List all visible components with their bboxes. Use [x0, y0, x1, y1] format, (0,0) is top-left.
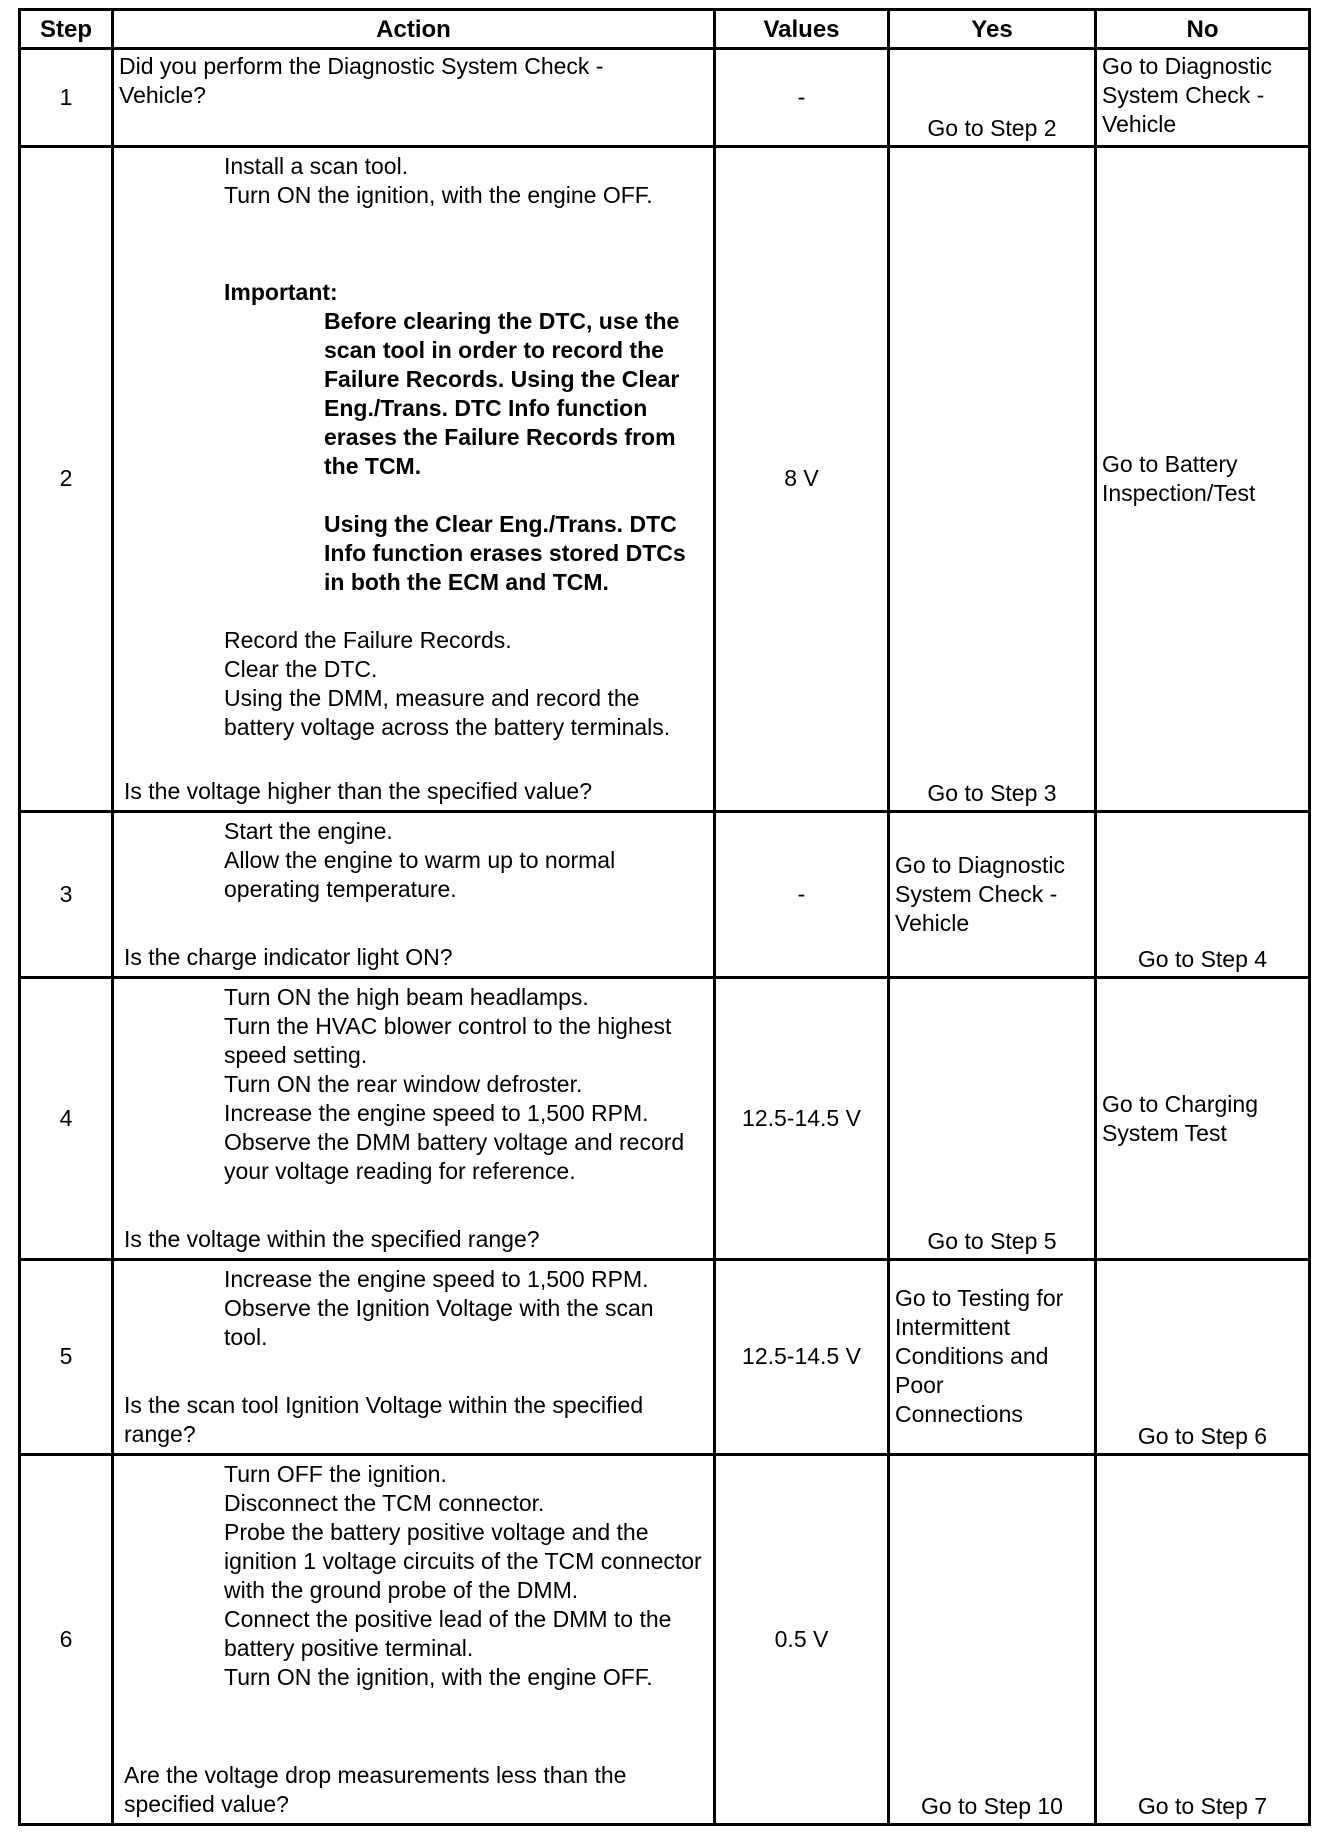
action-text: Increase the engine speed to 1,500 RPM.	[224, 1100, 649, 1127]
action-text: Turn ON the high beam headlamps.	[224, 984, 589, 1011]
no-text: System Check -	[1102, 82, 1265, 108]
action-text: Turn ON the ignition, with the engine OFF.	[224, 182, 653, 209]
step-number: 6	[20, 1454, 113, 1824]
step-number: 4	[20, 978, 113, 1260]
no-text: Vehicle	[1102, 111, 1177, 137]
action-text: Disconnect the TCM connector.	[224, 1489, 545, 1516]
no-cell	[1096, 978, 1310, 1260]
step-number: 3	[20, 811, 113, 977]
action-cell	[113, 978, 715, 1260]
table-row-step-2	[20, 147, 1310, 812]
action-text: Clear the DTC.	[224, 656, 378, 683]
table-row-step-3	[20, 811, 1310, 977]
yes-cell: Go to Step 3	[889, 147, 1096, 812]
action-cell	[113, 1454, 715, 1824]
yes-text: Poor	[895, 1372, 944, 1399]
value-cell: -	[715, 49, 889, 147]
important-note: Before clearing the DTC, use the scan tool in order to record the Failure Records. Using the Clear Eng./Trans. DTC Info function erases the Failure Records from the TCM.	[324, 308, 680, 480]
action-text: Vehicle?	[119, 82, 206, 108]
question-text: Is the voltage within the specified range?	[124, 1226, 540, 1253]
yes-text: Conditions and	[895, 1343, 1049, 1370]
header-action: Action	[113, 10, 715, 49]
action-text: Using the DMM, measure and record the battery voltage across the battery terminals.	[224, 685, 671, 741]
header-no: No	[1096, 10, 1310, 49]
action-text: Turn the HVAC blower control to the highest speed setting.	[224, 1013, 672, 1069]
diagnostic-table	[18, 8, 1311, 1826]
table-row-step-1	[20, 49, 1310, 147]
no-text: Go to Diagnostic	[1102, 53, 1273, 79]
value-cell: 8 V	[715, 147, 889, 812]
value-cell: 12.5-14.5 V	[715, 1260, 889, 1454]
no-text: Go to Charging	[1102, 1090, 1258, 1117]
table-row-step-5	[20, 1260, 1310, 1454]
no-cell	[1096, 147, 1310, 812]
action-text: Turn OFF the ignition.	[224, 1460, 447, 1487]
no-text: Go to Battery	[1102, 450, 1238, 477]
question-text: Is the voltage higher than the specified value?	[124, 777, 592, 804]
action-text: Did you perform the Diagnostic System Check -	[119, 53, 604, 79]
action-text: Observe the DMM battery voltage and record your voltage reading for reference.	[224, 1129, 685, 1185]
action-text: Turn ON the rear window defroster.	[224, 1071, 583, 1098]
action-text: Install a scan tool.	[224, 153, 409, 180]
yes-cell	[889, 1260, 1096, 1454]
value-cell: 12.5-14.5 V	[715, 978, 889, 1260]
action-text: Start the engine.	[224, 817, 393, 844]
action-cell	[113, 49, 715, 147]
action-text: Turn ON the ignition, with the engine OFF.	[224, 1663, 653, 1690]
important-title: Important:	[224, 279, 338, 306]
yes-cell: Go to Step 5	[889, 978, 1096, 1260]
action-cell	[113, 147, 715, 812]
no-cell: Go to Step 7	[1096, 1454, 1310, 1824]
action-cell	[113, 811, 715, 977]
table-row-step-4	[20, 978, 1310, 1260]
yes-cell	[889, 811, 1096, 977]
no-text: System Test	[1102, 1119, 1227, 1146]
question-text: Are the voltage drop measurements less than the specified value?	[124, 1762, 627, 1817]
value-cell: -	[715, 811, 889, 977]
no-cell: Go to Step 6	[1096, 1260, 1310, 1454]
header-step: Step	[20, 10, 113, 49]
header-row	[20, 10, 1310, 49]
yes-text: System Check -	[895, 880, 1058, 907]
yes-text: Go to Diagnostic	[895, 851, 1066, 878]
yes-text: Go to Testing for	[895, 1285, 1064, 1312]
no-text: Inspection/Test	[1102, 479, 1256, 506]
action-text: Allow the engine to warm up to normal operating temperature.	[224, 846, 616, 902]
yes-text: Vehicle	[895, 909, 970, 936]
yes-cell: Go to Step 10	[889, 1454, 1096, 1824]
yes-text: Intermittent	[895, 1314, 1011, 1341]
step-number: 5	[20, 1260, 113, 1454]
no-cell	[1096, 49, 1310, 147]
action-text: Connect the positive lead of the DMM to the battery positive terminal.	[224, 1605, 672, 1661]
step-number: 2	[20, 147, 113, 812]
step-number: 1	[20, 49, 113, 147]
action-text: Observe the Ignition Voltage with the scan tool.	[224, 1295, 654, 1351]
value-cell: 0.5 V	[715, 1454, 889, 1824]
action-text: Probe the battery positive voltage and the ignition 1 voltage circuits of the TCM connector with the ground probe of the DMM.	[224, 1518, 702, 1603]
important-note: Using the Clear Eng./Trans. DTC Info function erases stored DTCs in both the ECM and TCM.	[324, 511, 686, 596]
table-row-step-6	[20, 1454, 1310, 1824]
question-text: Is the scan tool Ignition Voltage within the specified range?	[124, 1391, 644, 1447]
no-cell: Go to Step 4	[1096, 811, 1310, 977]
yes-cell: Go to Step 2	[889, 49, 1096, 147]
header-values: Values	[715, 10, 889, 49]
question-text: Is the charge indicator light ON?	[124, 944, 453, 971]
action-cell	[113, 1260, 715, 1454]
action-text: Increase the engine speed to 1,500 RPM.	[224, 1266, 649, 1293]
yes-text: Connections	[895, 1401, 1023, 1428]
header-yes: Yes	[889, 10, 1096, 49]
action-text: Record the Failure Records.	[224, 627, 512, 654]
